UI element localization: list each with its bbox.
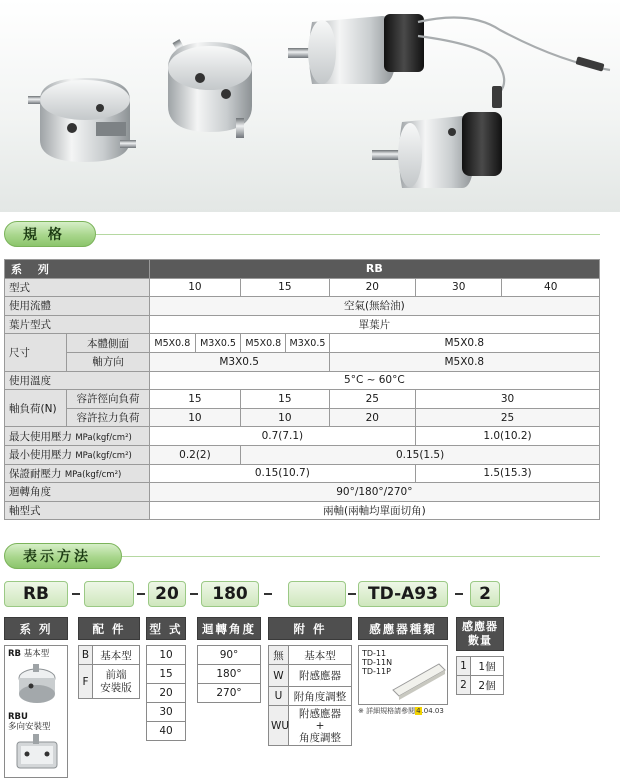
accessory-desc: 基本型 xyxy=(289,646,352,665)
header-angle: 迴轉角度 xyxy=(197,617,261,640)
thrust-value: 20 xyxy=(329,408,415,427)
sensor-note-highlight: 4 xyxy=(416,707,421,715)
series-code: RBU xyxy=(8,712,28,722)
model-10: 10 xyxy=(149,278,240,297)
size-label: 尺寸 xyxy=(5,334,67,371)
section-title-indication: 表示方法 xyxy=(4,543,122,569)
temp-label: 使用溫度 xyxy=(5,371,150,390)
spec-row-thrust xyxy=(5,408,600,427)
sensor-option: TD-11P xyxy=(362,667,391,676)
model-20: 20 xyxy=(329,278,415,297)
spec-row-temp xyxy=(5,371,600,390)
fitting-desc: 基本型 xyxy=(93,646,140,665)
min-pressure-unit: MPa(kgf/cm²) xyxy=(75,451,132,462)
shaft-value: 兩軸(兩軸均單面切角) xyxy=(149,501,599,520)
header-fitting: 配 件 xyxy=(78,617,140,640)
min-pressure-label xyxy=(5,445,150,464)
temp-value: 5°C ~ 60°C xyxy=(149,371,599,390)
product-photo xyxy=(0,0,620,212)
fitting-key: F xyxy=(79,665,93,699)
accessory-desc-line1: 附感應器 xyxy=(299,707,341,720)
fitting-options xyxy=(78,645,140,699)
code-accessory xyxy=(288,581,346,607)
code-sensor: TD-A93 xyxy=(358,581,448,607)
code-angle: 180 xyxy=(201,581,259,607)
angle-value: 90°/180°/270° xyxy=(149,483,599,502)
code-dash xyxy=(190,593,198,595)
spec-table xyxy=(4,259,600,520)
accessory-desc: 附角度調整 xyxy=(289,687,352,706)
angle-option: 180° xyxy=(198,665,261,684)
size-body-value-large: M5X0.8 xyxy=(329,334,599,353)
angle-options xyxy=(197,645,261,703)
header-series: 系 列 xyxy=(4,617,68,640)
model-40: 40 xyxy=(502,278,600,297)
size-body-value: M5X0.8 xyxy=(149,334,195,353)
model-option: 15 xyxy=(147,665,186,684)
accessory-desc-plus: + xyxy=(315,719,325,732)
code-model: 20 xyxy=(148,581,186,607)
header-sensor-qty-line1: 感應器 xyxy=(462,620,498,633)
spec-row-angle xyxy=(5,483,600,502)
spec-row-vane xyxy=(5,315,600,334)
radial-label: 容許徑向負荷 xyxy=(67,390,149,409)
angle-option: 270° xyxy=(198,684,261,703)
min-pressure-label-text: 最小使用壓力 xyxy=(9,449,72,462)
max-pressure-label-text: 最大使用壓力 xyxy=(9,430,72,443)
spec-row-size-axial xyxy=(5,352,600,371)
accessory-key: WU xyxy=(269,706,289,746)
sensor-qty-desc: 2個 xyxy=(471,676,504,695)
sensor-qty-desc: 1個 xyxy=(471,657,504,676)
accessory-desc xyxy=(289,706,352,746)
header-sensor: 感應器種類 xyxy=(358,617,448,640)
radial-value: 25 xyxy=(329,390,415,409)
fitting-option xyxy=(79,646,140,665)
series-rbu-thumbnail xyxy=(11,734,63,776)
model-option: 10 xyxy=(147,646,186,665)
fluid-value: 空氣(無給油) xyxy=(149,297,599,316)
max-pressure-value: 1.0(10.2) xyxy=(416,427,600,446)
sensor-qty-key: 1 xyxy=(457,657,471,676)
size-axial-label: 軸方向 xyxy=(67,352,149,371)
thrust-value: 25 xyxy=(416,408,600,427)
thrust-value: 10 xyxy=(149,408,240,427)
spec-row-model xyxy=(5,278,600,297)
accessory-desc: 附感應器 xyxy=(289,665,352,687)
accessory-option xyxy=(269,646,352,665)
fitting-option xyxy=(79,665,140,699)
spec-row-series xyxy=(5,260,600,279)
size-body-value: M3X0.5 xyxy=(195,334,240,353)
sensor-image xyxy=(389,660,447,700)
max-pressure-unit: MPa(kgf/cm²) xyxy=(75,432,132,443)
fitting-key: B xyxy=(79,646,93,665)
sensor-option: TD-11N xyxy=(362,658,393,667)
accessory-option xyxy=(269,665,352,687)
header-model: 型 式 xyxy=(146,617,186,640)
code-dash xyxy=(264,593,272,595)
section-divider xyxy=(96,234,600,235)
angle-label: 迴轉角度 xyxy=(5,483,150,502)
code-dash xyxy=(72,593,80,595)
actuator-image-4 xyxy=(372,112,502,188)
shaft-label: 軸型式 xyxy=(5,501,150,520)
vane-label: 葉片型式 xyxy=(5,315,150,334)
series-desc: 多向安裝型 xyxy=(8,722,51,732)
fitting-desc-line2: 安裝版 xyxy=(100,681,132,694)
spec-row-size-body xyxy=(5,334,600,353)
model-option: 30 xyxy=(147,703,186,722)
size-body-value: M3X0.5 xyxy=(286,334,329,353)
sensor-note-prefix: ※ 詳細規格請參閱 xyxy=(358,707,416,715)
spec-row-proof-pressure xyxy=(5,464,600,483)
radial-value: 15 xyxy=(149,390,240,409)
series-option-rbu xyxy=(8,712,51,732)
code-dash xyxy=(348,593,356,595)
sensor-qty-options xyxy=(456,656,504,695)
code-dash xyxy=(455,593,463,595)
model-15: 15 xyxy=(241,278,329,297)
series-options xyxy=(4,645,68,778)
spec-row-radial xyxy=(5,390,600,409)
proof-pressure-label xyxy=(5,464,150,483)
proof-pressure-value: 1.5(15.3) xyxy=(416,464,600,483)
section-title-spec: 規 格 xyxy=(4,221,96,247)
sensor-note-suffix: .04.03 xyxy=(421,707,444,715)
angle-option: 90° xyxy=(198,646,261,665)
spec-row-shaft xyxy=(5,501,600,520)
thrust-value: 10 xyxy=(241,408,329,427)
sensor-option: TD-11 xyxy=(362,649,387,658)
code-fitting xyxy=(84,581,134,607)
sensor-options xyxy=(358,645,448,705)
accessory-options xyxy=(268,645,352,746)
model-options xyxy=(146,645,186,741)
size-body-label: 本體側面 xyxy=(67,334,149,353)
vane-value: 單葉片 xyxy=(149,315,599,334)
fluid-label: 使用流體 xyxy=(5,297,150,316)
proof-pressure-value: 0.15(10.7) xyxy=(149,464,415,483)
fitting-desc-line1: 前端 xyxy=(105,668,127,681)
sensor-qty-key: 2 xyxy=(457,676,471,695)
radial-value: 15 xyxy=(241,390,329,409)
load-label: 軸負荷(N) xyxy=(5,390,67,427)
header-sensor-qty xyxy=(456,617,504,651)
accessory-option xyxy=(269,687,352,706)
min-pressure-value: 0.2(2) xyxy=(149,445,240,464)
section-divider xyxy=(122,556,600,557)
code-sensor-qty: 2 xyxy=(470,581,500,607)
spec-row-fluid xyxy=(5,297,600,316)
radial-value: 30 xyxy=(416,390,600,409)
accessory-desc-line2: 角度調整 xyxy=(299,731,341,744)
accessory-key: 無 xyxy=(269,646,289,665)
code-series: RB xyxy=(4,581,68,607)
spec-row-max-pressure xyxy=(5,427,600,446)
model-label: 型式 xyxy=(5,278,150,297)
rotary-actuator-illustration xyxy=(0,0,620,212)
series-desc: 基本型 xyxy=(23,649,50,659)
sensor-note xyxy=(358,706,444,716)
size-axial-value-small: M3X0.5 xyxy=(149,352,329,371)
series-label: 系 列 xyxy=(5,260,150,279)
size-body-value: M5X0.8 xyxy=(241,334,286,353)
series-option-rb xyxy=(8,649,49,659)
sensor-qty-option xyxy=(457,676,504,695)
series-rb-thumbnail xyxy=(13,662,61,706)
thrust-label: 容許拉力負荷 xyxy=(67,408,149,427)
max-pressure-value: 0.7(7.1) xyxy=(149,427,415,446)
sensor-qty-option xyxy=(457,657,504,676)
header-accessory: 附 件 xyxy=(268,617,352,640)
min-pressure-value: 0.15(1.5) xyxy=(241,445,600,464)
accessory-key: U xyxy=(269,687,289,706)
fitting-desc xyxy=(93,665,140,699)
header-sensor-qty-line2: 數量 xyxy=(468,634,492,647)
proof-pressure-label-text: 保證耐壓力 xyxy=(9,467,62,480)
model-option: 40 xyxy=(147,722,186,741)
series-value: RB xyxy=(149,260,599,279)
accessory-option xyxy=(269,706,352,746)
actuator-image-2 xyxy=(168,39,252,138)
code-dash xyxy=(137,593,145,595)
size-axial-value-large: M5X0.8 xyxy=(329,352,599,371)
actuator-image-3 xyxy=(288,14,610,108)
model-option: 20 xyxy=(147,684,186,703)
spec-row-min-pressure xyxy=(5,445,600,464)
max-pressure-label xyxy=(5,427,150,446)
actuator-image-1 xyxy=(28,78,136,162)
accessory-key: W xyxy=(269,665,289,687)
series-code: RB xyxy=(8,649,22,659)
model-30: 30 xyxy=(416,278,502,297)
proof-pressure-unit: MPa(kgf/cm²) xyxy=(64,469,122,480)
